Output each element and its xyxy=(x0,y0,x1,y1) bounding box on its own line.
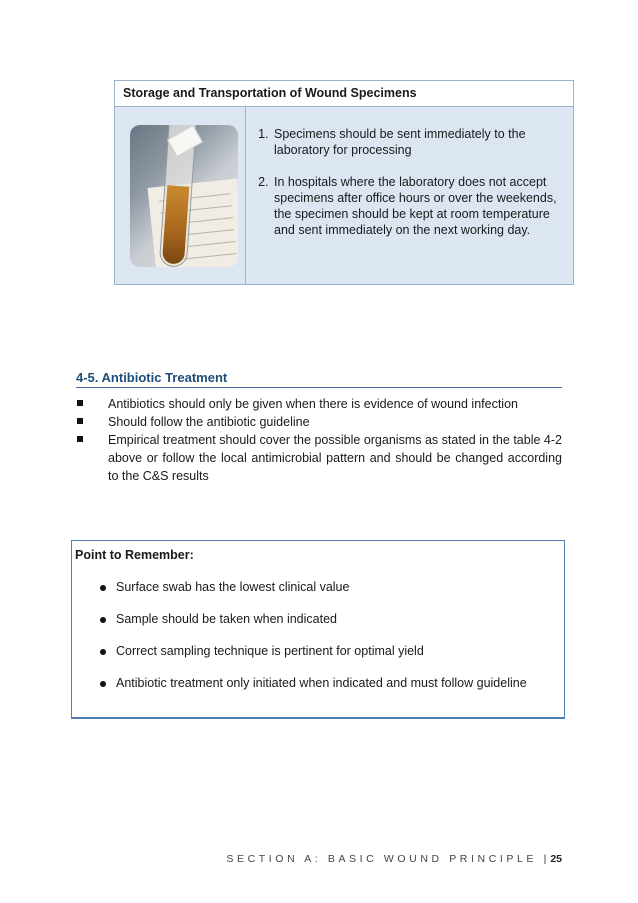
storage-box-body xyxy=(115,107,573,284)
point-to-remember-box xyxy=(71,540,565,719)
bullet-text: Antibiotics should only be given when there is evidence of wound infection xyxy=(108,397,518,411)
remember-text: Surface swab has the lowest clinical value xyxy=(116,580,350,594)
square-bullet-icon xyxy=(77,436,83,442)
remember-item xyxy=(72,611,564,628)
square-bullet-icon xyxy=(77,400,83,406)
storage-text-cell xyxy=(246,107,573,284)
page-footer xyxy=(226,852,562,866)
bullet-item xyxy=(76,413,562,431)
bullet-text: Should follow the antibiotic guideline xyxy=(108,415,310,429)
round-bullet-icon xyxy=(100,681,106,687)
specimen-tube-photo xyxy=(130,125,238,267)
section-heading-antibiotic: 4-5. Antibiotic Treatment xyxy=(76,370,562,388)
storage-transport-box xyxy=(114,80,574,285)
round-bullet-icon xyxy=(100,585,106,591)
storage-list xyxy=(252,126,557,238)
page-number: 25 xyxy=(550,853,562,865)
remember-item xyxy=(72,643,564,660)
remember-item xyxy=(72,579,564,596)
remember-text: Correct sampling technique is pertinent for optimal yield xyxy=(116,644,424,658)
round-bullet-icon xyxy=(100,649,106,655)
remember-item xyxy=(72,675,564,692)
storage-item: 1. Specimens should be sent immediately to the laboratory for processing xyxy=(272,126,557,158)
footer-section: SECTION A: BASIC WOUND PRINCIPLE xyxy=(226,853,538,865)
footer-separator: | xyxy=(543,853,547,865)
round-bullet-icon xyxy=(100,617,106,623)
photo-specimen-fluid xyxy=(162,185,189,264)
remember-list xyxy=(72,579,564,692)
bullet-text: Empirical treatment should cover the possible organisms as stated in the table 4-2 above or follow the local antimicrobial pattern and should be changed according to the C&S results xyxy=(108,433,562,483)
storage-item: 2. In hospitals where the laboratory does not accept specimens after office hours or over the weekends, the specimen should be kept at room temperature and sent immediately on the next working day. xyxy=(272,174,557,238)
square-bullet-icon xyxy=(77,418,83,424)
remember-title: Point to Remember: xyxy=(75,548,194,562)
remember-text: Antibiotic treatment only initiated when indicated and must follow guideline xyxy=(116,676,527,690)
bullet-item xyxy=(76,431,562,485)
remember-text: Sample should be taken when indicated xyxy=(116,612,337,626)
antibiotic-bullet-list xyxy=(76,395,562,485)
photo-cell xyxy=(115,107,246,284)
bullet-item xyxy=(76,395,562,413)
storage-box-title: Storage and Transportation of Wound Specimens xyxy=(115,81,573,107)
